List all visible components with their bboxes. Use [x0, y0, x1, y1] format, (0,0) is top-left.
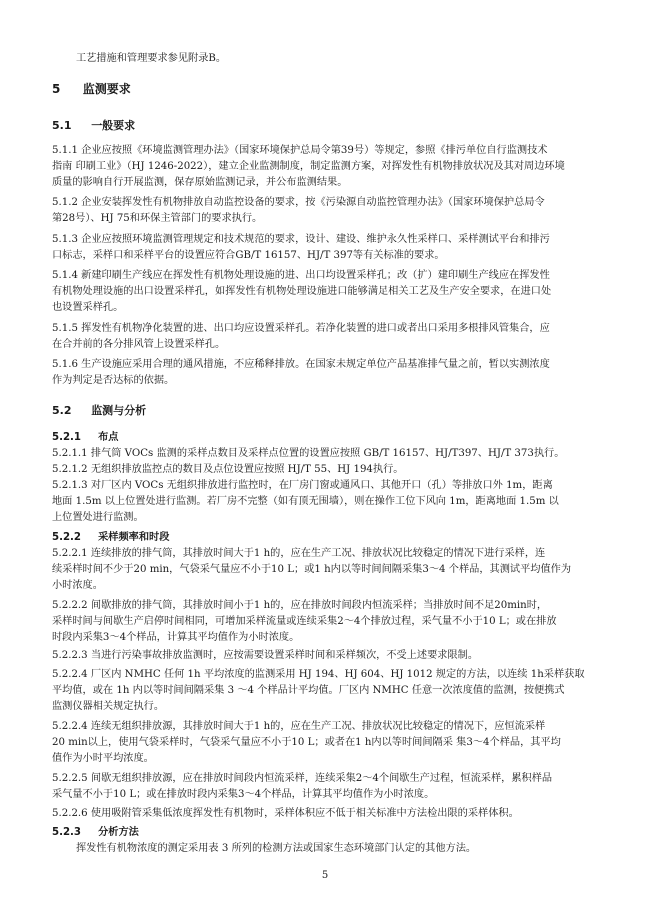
section-5-1-heading	[52, 119, 135, 132]
section-5-2-3-heading	[52, 826, 139, 839]
intro-text: 工艺措施和管理要求参见附录B。	[76, 53, 227, 64]
paragraph-line: 5.2.2.5 间歇无组织排放源，应在排放时间段内恒流采样，连续采集2～4个间歇生产过程，恒流采样，累积样品	[52, 773, 553, 784]
paragraph-line: 平均值，或在 1h 内以等时间间隔采集 3 ～4 个样品计平均值。厂区内 NMHC 任意一次浓度值的监测，按便携式	[52, 685, 565, 696]
paragraph-line: 5.2.1.1 排气筒 VOCs 监测的采样点数目及采样点位置的设置应按照 GB/T 16157、HJ/T397、HJ/T 373执行。	[52, 448, 565, 459]
page-number: 5	[321, 870, 329, 881]
paragraph-line: 作为判定是否达标的依据。	[52, 375, 175, 386]
section-5-2-1-heading	[52, 431, 118, 444]
paragraph-line: 5.1.4 新建印刷生产线应在挥发性有机物处理设施的进、出口均设置采样孔；改（扩）建印刷生产线应在挥发性	[52, 270, 550, 281]
paragraph-line: 时段内采集3～4个样品，计算其平均值作为小时浓度。	[52, 632, 300, 643]
section-title: 一般要求	[91, 119, 136, 132]
section-number: 5.2.1	[52, 432, 82, 443]
paragraph-line: 5.2.1.2 无组织排放监控点的数目及点位设置应按照 HJ/T 55、HJ 194执行。	[52, 464, 404, 475]
paragraph-line: 20 min以上，使用气袋采样时，气袋采气量应不小于10 L；或者在1 h内以等时间间隔采 集3～4个样品，其平均	[52, 737, 561, 748]
paragraph-line: 5.2.2.4 厂区内 NMHC 任何 1h 平均浓度的监测采用 HJ 194、HJ 604、HJ 1012 规定的方法，以连续 1h采样获取	[52, 669, 585, 680]
paragraph-line: 也设置采样孔。	[52, 302, 124, 313]
paragraph-line: 第28号）、HJ 75和环保主管部门的要求执行。	[52, 213, 263, 224]
paragraph-line: 5.2.2.4 连续无组织排放源，其排放时间大于1 h的，应在生产工况、排放状况比较稳定的情况下，应恒流采样	[52, 721, 546, 732]
paragraph-line: 有机物处理设施的出口设置采样孔，如挥发性有机物处理设施进口能够满足相关工艺及生产安全要求，在进口处	[52, 286, 552, 297]
section-number: 5.2.2	[52, 532, 82, 543]
section-number: 5.1	[52, 119, 72, 132]
paragraph-line: 采样时间与间歇生产启停时间相同，可增加采样流量或连续采集2～4个排放过程，采气量不小于10 L；或在排放	[52, 616, 557, 627]
paragraph-line: 5.2.2.3 当进行污染事故排放监测时，应按需要设置采样时间和采样频次，不受上述要求限制。	[52, 650, 479, 661]
paragraph-line: 口标志，采样口和采样平台的设置应符合GB/T 16157、HJ/T 397等有关标准的要求。	[52, 250, 445, 261]
paragraph-line: 5.1.3 企业应按照环境监测管理规定和技术规范的要求，设计、建设、维护永久性采样口、采样测试平台和排污	[52, 234, 550, 245]
paragraph-line: 质量的影响自行开展监测，保存原始监测记录，并公布监测结果。	[52, 177, 348, 188]
section-number: 5	[52, 82, 61, 96]
paragraph-line: 续采样时间不少于20 min，气袋采气量应不小于10 L；或1 h内以等时间间隔采集3～4 个样品，其测试平均值作为	[52, 564, 572, 575]
paragraph-line: 值作为小时平均浓度。	[52, 753, 154, 764]
section-number: 5.2.3	[52, 827, 82, 838]
paragraph-line: 5.1.1 企业应按照《环境监测管理办法》（国家环境保护总局令第39号）等规定，参照《排污单位自行监测技术	[52, 145, 548, 156]
section-title: 分析方法	[98, 827, 139, 838]
paragraph-line: 上位置处进行监测。	[52, 512, 144, 523]
paragraph-line: 监测仪器相关规定执行。	[52, 701, 165, 712]
paragraph-line: 指南 印刷工业》（HJ 1246-2022），建立企业监测制度，制定监测方案，对挥发性有机物排放状况及其对周边环境	[52, 161, 565, 172]
paragraph-line: 5.2.2.2 间歇排放的排气筒，其排放时间小于1 h的，应在排放时间段内恒流采样；当排放时间不足20min时，	[52, 600, 548, 611]
paragraph-line: 地面 1.5m 以上位置处进行监测。若厂房不完整（如有顶无围墙），则在操作工位下风向 1m，距离地面 1.5m 以	[52, 496, 559, 507]
paragraph-line: 5.2.1.3 对厂区内 VOCs 无组织排放进行监控时，在厂房门窗或通风口、其他开口（孔）等排放口外 1m，距离	[52, 480, 553, 491]
section-5-2-2-heading	[52, 531, 169, 544]
paragraph-line: 在合并前的各分排风管上设置采样孔。	[52, 339, 226, 350]
paragraph-line: 小时浓度。	[52, 580, 103, 591]
paragraph-line: 5.1.2 企业安装挥发性有机物排放自动监控设备的要求，按《污染源自动监控管理办法》（国家环境保护总局令	[52, 197, 545, 208]
paragraph-line: 5.2.2.1 连续排放的排气筒，其排放时间大于1 h的，应在生产工况、排放状况比较稳定的情况下进行采样，连	[52, 548, 546, 559]
paragraph-line: 5.1.5 挥发性有机物净化装置的进、出口均应设置采样孔。若净化装置的进口或者出口采用多根排风管集合，应	[52, 323, 550, 334]
paragraph-line: 5.1.6 生产设施应采用合理的通风措施，不应稀释排放。在国家未规定单位产品基准排气量之前，暂以实测浓度	[52, 359, 550, 370]
paragraph-line: 5.2.2.6 使用吸附管采集低浓度挥发性有机物时，采样体积应不低于相关标准中方法检出限的采样体积。	[52, 808, 519, 819]
section-number: 5.2	[52, 404, 72, 417]
section-5-heading	[52, 83, 131, 96]
paragraph-line: 挥发性有机物浓度的测定采用表 3 所列的检测方法或国家生态环境部门认定的其他方法。	[76, 843, 477, 854]
section-title: 监测与分析	[91, 404, 147, 417]
section-5-2-heading	[52, 404, 146, 417]
paragraph-line: 采气量不小于10 L；或在排放时段内采集3～4个样品，计算其平均值作为小时浓度。	[52, 789, 435, 800]
section-title: 监测要求	[82, 82, 131, 96]
section-title: 采样频率和时段	[98, 532, 170, 543]
section-title: 布点	[98, 432, 119, 443]
